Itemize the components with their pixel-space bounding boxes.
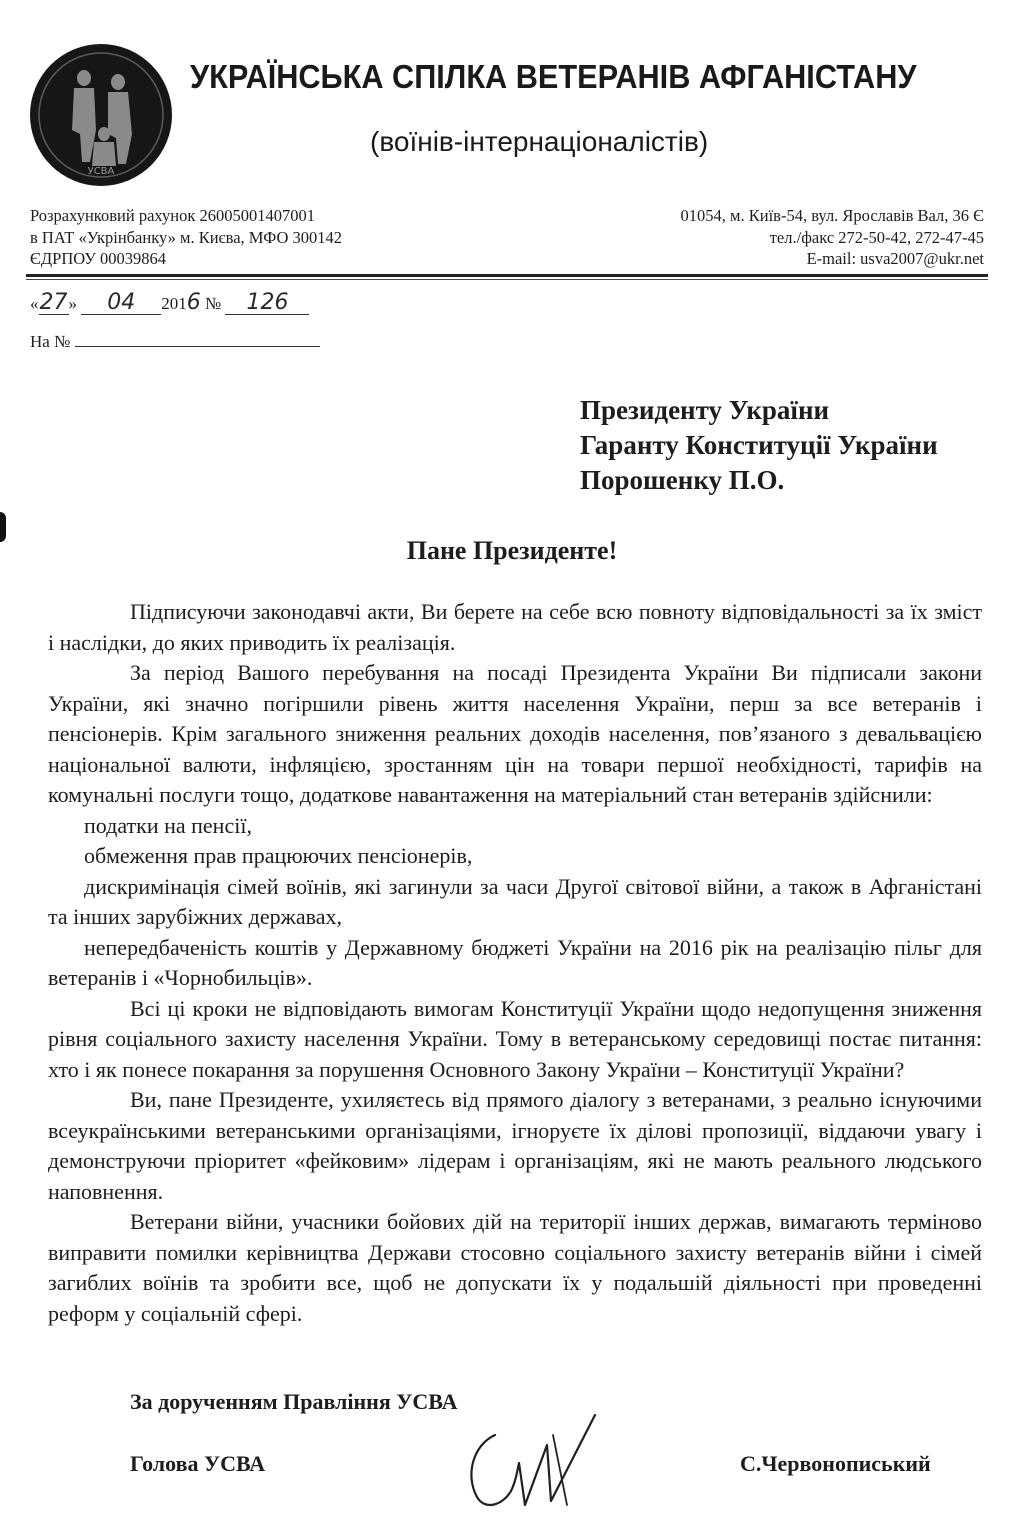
reference-number: 126 [225, 292, 309, 315]
contact-details [544, 205, 984, 270]
addressee-line: Гаранту Конституції України [580, 430, 938, 460]
list-item: дискримінація сімей воїнів, які загинули за часи Другої світової війни, а також в Афганістані та інших зарубіжних державах, [48, 873, 982, 929]
bank-details [30, 205, 450, 270]
reference-year-prefix: 201 [161, 294, 187, 313]
email-line: E-mail: usva2007@ukr.net [806, 249, 984, 268]
quote-open: « [30, 294, 39, 313]
organization-seal-logo [28, 42, 174, 188]
signatory-role: Голова УСВА [130, 1451, 266, 1476]
bank-name-line: в ПАТ «Укрінбанку» м. Києва, МФО 300142 [30, 227, 343, 247]
addressee-line: Президенту України [580, 395, 830, 425]
salutation: Пане Президенте! [406, 536, 618, 565]
body-paragraph: Ветерани війни, учасники бойових дій на території інших держав, вимагають терміново виправити помилки керівництва Держави стосовно соціального захисту ветеранів війни і сімей загиблих воїнів та зробити все, щоб не допускати їх у подальшій діяльності при проведенні реформ у соціальній сфері. [48, 1209, 982, 1326]
list-item: податки на пенсії, [84, 812, 252, 838]
svg-text:УСВА: УСВА [87, 166, 115, 177]
signature-mandate: За дорученням Правління УСВА [130, 1389, 458, 1414]
body-paragraph: Всі ці кроки не відповідають вимогам Конституції України щодо недопущення зниження рівня соціального захисту населення України. Тому в ветеранському середовищі постає питання: хто і як понесе покарання за порушення Основного Закону України – Конституції України? [48, 995, 982, 1082]
incoming-reference-blank [75, 328, 320, 347]
letterhead-divider-thin [26, 279, 988, 280]
list-item: непередбаченість коштів у Державному бюджеті України на 2016 рік на реалізацію пільг для ветеранів і «Чорнобильців». [48, 934, 982, 990]
reference-month: 04 [81, 292, 161, 315]
reference-day: 27 [39, 290, 68, 315]
organization-subtitle: (воїнів-інтернаціоналістів) [370, 126, 709, 157]
reference-number-label: № [205, 294, 222, 313]
address-line: 01054, м. Київ-54, вул. Ярославів Вал, 36 Є [680, 206, 984, 225]
phone-line: тел./факс 272-50-42, 272-47-45 [769, 227, 984, 247]
bank-account-line: Розрахунковий рахунок 26005001407001 [30, 206, 315, 225]
reference-year-suffix: 6 [186, 290, 201, 315]
list-item: обмеження прав працюючих пенсіонерів, [84, 843, 473, 868]
incoming-reference [30, 328, 320, 352]
organization-name: УКРАЇНСЬКА СПІЛКА ВЕТЕРАНІВ АФГАНІСТАНУ [190, 58, 917, 95]
letter-body [48, 597, 982, 1329]
addressee-line: Порошенку П.О. [580, 465, 785, 495]
addressee-block [580, 393, 1010, 498]
signatory-name: С.Червонописький [740, 1451, 931, 1476]
edrpou-line: ЄДРПОУ 00039864 [30, 249, 167, 268]
document-reference [30, 290, 309, 315]
body-paragraph: За період Вашого перебування на посаді Президента України Ви підписали закони України, які значно погіршили рівень життя населення України, перш за все ветеранів і пенсіонерів. Крім загального зниження реальних доходів населення, пов’язаного з девальвацією національної валюти, інфляцією, зростанням цін на товари першої необхідності, тарифів на комунальні послуги тощо, додаткове навантаження на матеріальний стан ветеранів здійснили: [48, 660, 982, 807]
quote-close: » [68, 294, 77, 313]
letterhead-divider [26, 274, 988, 277]
na-label: На № [30, 332, 71, 351]
handwritten-signature [455, 1405, 635, 1520]
body-paragraph: Підписуючи законодавчі акти, Ви берете на себе всю повноту відповідальності за їх зміст і наслідки, до яких приводить їх реалізація. [48, 599, 982, 655]
body-paragraph: Ви, пане Президенте, ухиляєтесь від прямого діалогу з ветеранами, з реально існуючими всеукраїнськими ветеранськими організаціями, ігноруєте їх ділові пропозиції, віддаючи увагу і демонструючи пріоритет «фейковим» лідерам і організаціям, які не мають реального людського наповнення. [48, 1087, 982, 1204]
